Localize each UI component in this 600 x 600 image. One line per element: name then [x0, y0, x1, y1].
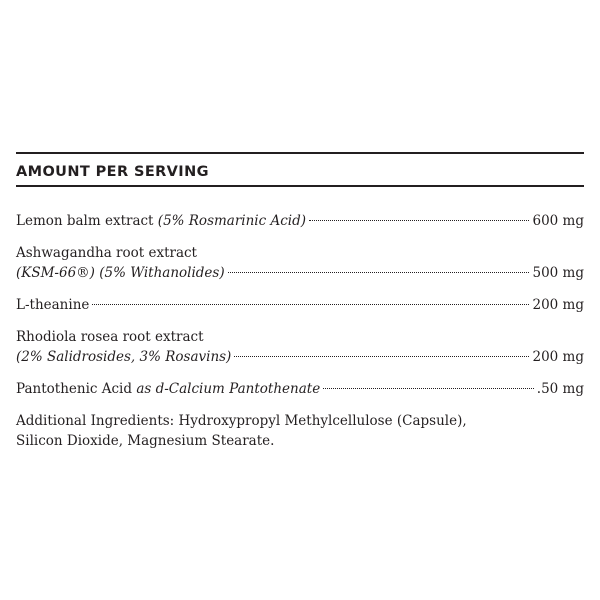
ingredient-row-l-theanine [16, 295, 584, 315]
dot-leader [323, 388, 534, 389]
ingredient-name: Pantothenic Acid [16, 381, 133, 397]
ingredient-name: Lemon balm extract [16, 213, 154, 229]
ingredient-list [16, 211, 584, 451]
ingredient-detail: (KSM-66®) (5% Withanolides) [16, 265, 225, 281]
ingredient-amount: 200 mg [532, 349, 584, 365]
supplement-facts-panel [16, 152, 584, 451]
additional-ingredients-line: Additional Ingredients: Hydroxypropyl Methylcellulose (Capsule), [16, 413, 467, 429]
ingredient-name: L-theanine [16, 297, 90, 313]
dot-leader [309, 220, 529, 221]
section-heading: AMOUNT PER SERVING [16, 164, 209, 180]
ingredient-line [16, 327, 584, 347]
ingredient-line [16, 347, 584, 367]
additional-ingredients [16, 411, 584, 451]
heading-rule [16, 185, 584, 187]
dot-leader [228, 272, 530, 273]
ingredient-line [16, 243, 584, 263]
top-rule [16, 152, 584, 154]
ingredient-detail: as d-Calcium Pantothenate [136, 381, 321, 397]
ingredient-amount: .50 mg [536, 381, 584, 397]
additional-ingredients-line: Silicon Dioxide, Magnesium Stearate. [16, 433, 275, 449]
ingredient-name: Ashwagandha root extract [16, 245, 197, 261]
ingredient-detail: (2% Salidrosides, 3% Rosavins) [16, 349, 232, 365]
ingredient-row-pantothenic-acid [16, 379, 584, 399]
ingredient-amount: 200 mg [532, 297, 584, 313]
ingredient-row-lemon-balm [16, 211, 584, 231]
ingredient-detail: (5% Rosmarinic Acid) [157, 213, 307, 229]
ingredient-amount: 600 mg [532, 213, 584, 229]
dot-leader [92, 304, 529, 305]
ingredient-line [16, 379, 584, 399]
ingredient-name: Rhodiola rosea root extract [16, 329, 204, 345]
ingredient-line [16, 295, 584, 315]
ingredient-line [16, 211, 584, 231]
ingredient-amount: 500 mg [532, 265, 584, 281]
ingredient-line [16, 263, 584, 283]
dot-leader [234, 356, 529, 357]
ingredient-row-ashwagandha [16, 243, 584, 283]
ingredient-row-rhodiola [16, 327, 584, 367]
